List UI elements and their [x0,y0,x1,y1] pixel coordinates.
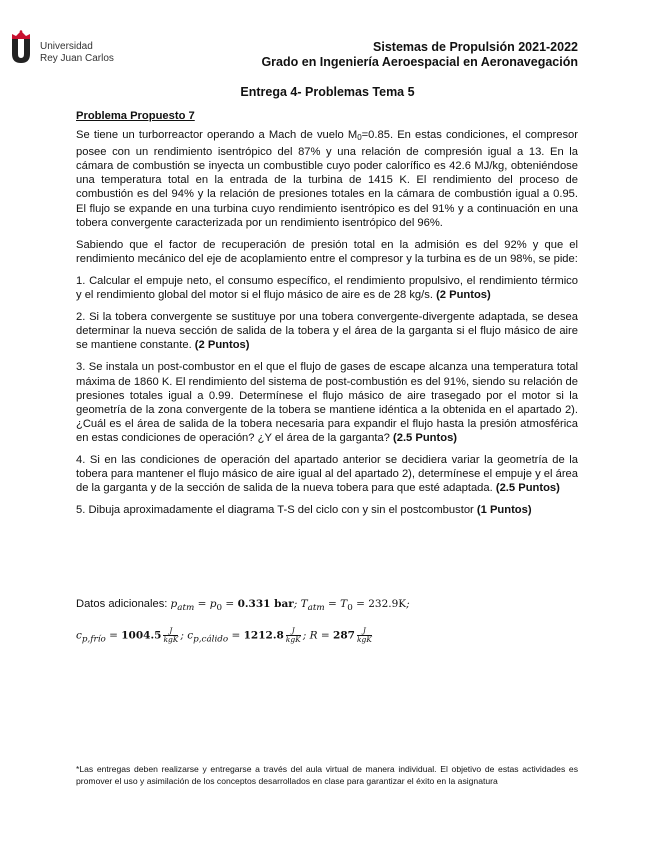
problem-body [76,109,578,525]
footnote: *Las entregas deben realizarse y entregarse a través del aula virtual de manera individual. El objetivo de estas actividades es promover el uso y asimilación de los conceptos desarrollados en clase para garantizar el éxito en la asignatura [76,764,578,786]
degree-title: Grado en Ingeniería Aeroespacial en Aeronavegación [261,55,578,69]
question-3: 3. Se instala un post-combustor en el que el flujo de gases de escape alcanza una temperatura total máxima de 1860 K. El rendimiento del sistema de post-combustión es del 91%, siendo su relación de presiones totales igual a 0.99. Determínese el flujo másico de aire trasegado por el motor si la geometría de la zona convergente de la tobera se mantiene idéntica a la obtenida en el apartado 2). ¿Cuál es el área de salida de la tobera necesaria para expandir el flujo hasta la presión atmosférica en estas condiciones de operación? ¿Y el área de la garganta? (2.5 Puntos) [76,361,578,444]
additional-data-line2: $c_{p,frío} = 1004.5$ $\frac{J}{\text{kgK}}$ ; $c_{p,cálido} = 1212.8$ $\frac{J}{\text{kgK}}$ ; R = 287 $\frac{J}{\text{kgK}}$ [76,626,372,645]
question-5: 5. Dibuja aproximadamente el diagrama T-S del ciclo con y sin el postcombustor (1 Puntos) [76,504,532,517]
additional-data-label: Datos adicionales: [76,598,168,610]
question-1: 1. Calcular el empuje neto, el consumo específico, el rendimiento propulsivo, el rendimiento térmico y el rendimiento global del motor si el flujo másico de aire es de 28 kg/s. (2 Puntos) [76,274,578,302]
university-name-line1: Universidad [40,41,93,52]
problem-title: Problema Propuesto 7 [76,110,195,122]
paragraph-2: Sabiendo que el factor de recuperación de presión total en la admisión es del 92% y que el rendimiento mecánico del eje de acoplamiento entre el compresor y la turbina es de un 98%, se pide: [76,238,578,265]
question-4: 4. Si en las condiciones de operación del apartado anterior se decidiera variar la geometría de la tobera para mantener el flujo másico de aire igual al del apartado 2), determínese el empuje y el área de la garganta y de la sección de salida de la nueva tobera para que esté adaptada. (2.5 Puntos) [76,453,578,495]
question-2: 2. Si la tobera convergente se sustituye por una tobera convergente-divergente adaptada, se desea determinar la nueva sección de salida de la tobera y el área de la garganta si el flujo másico de aire se mantiene constante. (2 Puntos) [76,311,578,352]
intro-paragraph: Se tiene un turborreactor operando a Mach de vuelo $M_0=0.85$. En estas condiciones, el compresor posee con un rendimiento isentrópico del 87% y una relación de compresión igual a 13. En la cámara de combustión se inyecta un combustible cuyo poder calorífico es 42.6 MJ/kg, obteniéndose una temperatura total en la entrada de la turbina de 1415 K. El rendimiento del proceso de combustión es del 94% y la relación de presiones totales en la cámara de combustión igual a 0.95. El flujo se expande en una turbina cuyo rendimiento isentrópico es del 91% y a continuación en una tobera convergente caracterizada por un rendimiento isentrópico del 96%. [76,129,578,229]
course-title: Sistemas de Propulsión 2021-2022 [373,40,578,54]
university-logo [10,30,130,70]
university-name-line2: Rey Juan Carlos [40,53,114,64]
course-header [261,40,578,70]
logo-u-icon [11,39,31,63]
document-title: Entrega 4- Problemas Tema 5 [240,85,415,99]
additional-data-line1: Datos adicionales: $p_{atm} = p_0 = 0.331$ bar; $T_{atm} = T_0 = 232.9K$; [76,598,410,614]
